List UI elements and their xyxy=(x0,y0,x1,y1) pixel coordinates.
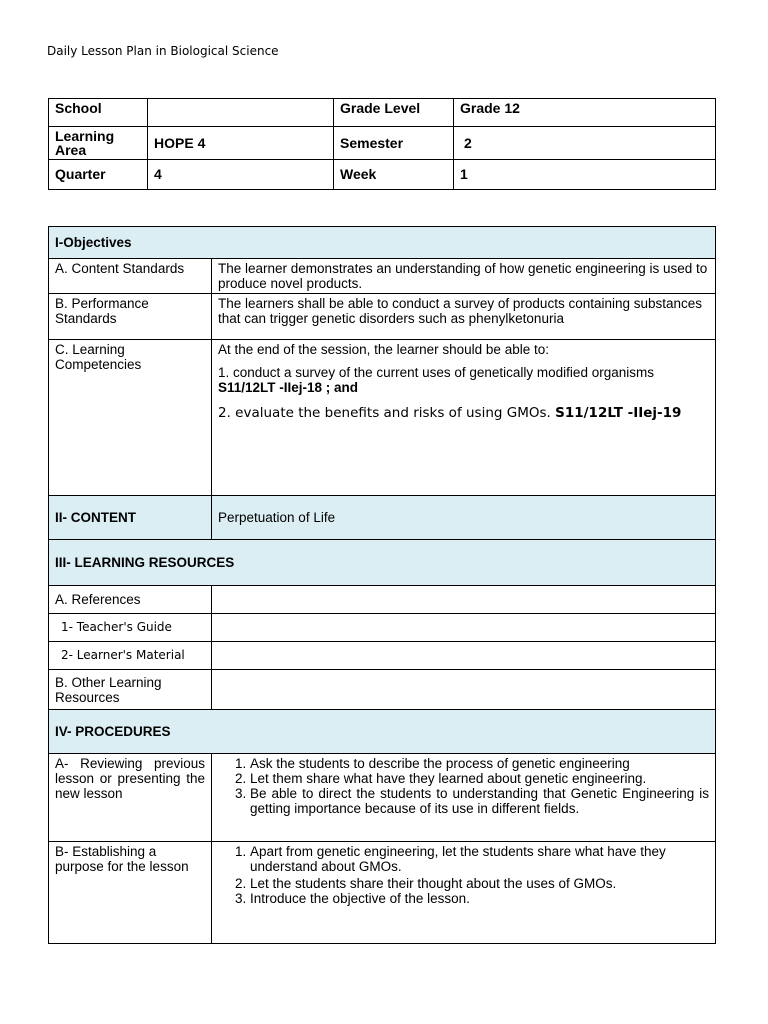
grade-level-label: Grade Level xyxy=(334,99,454,127)
list-item: 2. Let them share what have they learned about genetic engineering. xyxy=(250,771,709,786)
semester-value: 2 xyxy=(454,127,716,160)
list-item: 3. Be able to direct the students to understanding that Genetic Engineering is getting importance because of its use in different fields. xyxy=(250,786,709,816)
performance-standards-label: B. Performance Standards xyxy=(49,294,212,340)
lesson-info-table xyxy=(48,98,716,190)
semester-label: Semester xyxy=(334,127,454,160)
competencies-intro: At the end of the session, the learner should be able to: xyxy=(218,342,549,357)
purpose-cell xyxy=(212,842,716,944)
content-value: Perpetuation of Life xyxy=(212,496,716,540)
performance-standards-text: The learners shall be able to conduct a survey of products containing substances that can trigger genetic disorders such as phenylketonuria xyxy=(212,294,716,340)
quarter-label: Quarter xyxy=(49,160,148,190)
competency-1-code: S11/12LT -IIej-18 ; and xyxy=(218,380,359,395)
grade-level-value: Grade 12 xyxy=(454,99,716,127)
learning-area-value: HOPE 4 xyxy=(148,127,334,160)
reviewing-cell xyxy=(212,754,716,842)
other-resources-value xyxy=(212,670,716,710)
references-value xyxy=(212,586,716,614)
week-value: 1 xyxy=(454,160,716,190)
lesson-plan-table xyxy=(48,226,716,944)
purpose-list xyxy=(218,844,709,906)
competency-2 xyxy=(218,406,709,421)
learning-resources-heading: III- LEARNING RESOURCES xyxy=(49,540,716,586)
school-label: School xyxy=(49,99,148,127)
reviewing-list xyxy=(218,756,709,816)
purpose-label: B- Establishing a purpose for the lesson xyxy=(49,842,212,944)
learning-area-label: Learning Area xyxy=(49,127,148,160)
competency-2-code: S11/12LT -IIej-19 xyxy=(555,405,682,421)
document-title: Daily Lesson Plan in Biological Science xyxy=(47,44,279,58)
list-item: 1. Ask the students to describe the process of genetic engineering xyxy=(250,756,709,771)
list-item: 1. Apart from genetic engineering, let the students share what have they understand about GMOs. xyxy=(250,844,709,874)
content-heading: II- CONTENT xyxy=(49,496,212,540)
learners-material-label: 2- Learner's Material xyxy=(49,642,212,670)
reviewing-label: A- Reviewing previous lesson or presenting the new lesson xyxy=(49,754,212,842)
references-label: A. References xyxy=(49,586,212,614)
list-item: 2. Let the students share their thought about the uses of GMOs. xyxy=(250,876,709,891)
learners-material-value xyxy=(212,642,716,670)
week-label: Week xyxy=(334,160,454,190)
objectives-heading: I-Objectives xyxy=(49,227,716,259)
teachers-guide-label: 1- Teacher's Guide xyxy=(49,614,212,642)
learning-competencies-cell xyxy=(212,340,716,496)
list-item: 3. Introduce the objective of the lesson. xyxy=(250,891,709,906)
teachers-guide-value xyxy=(212,614,716,642)
quarter-value: 4 xyxy=(148,160,334,190)
school-value xyxy=(148,99,334,127)
content-standards-label: A. Content Standards xyxy=(49,259,212,294)
competency-1-text: 1. conduct a survey of the current uses of genetically modified organisms xyxy=(218,365,654,380)
learning-competencies-label: C. Learning Competencies xyxy=(49,340,212,496)
competency-2-text: 2. evaluate the benefits and risks of using GMOs. xyxy=(218,405,551,421)
content-standards-text: The learner demonstrates an understanding of how genetic engineering is used to produce novel products. xyxy=(212,259,716,294)
procedures-heading: IV- PROCEDURES xyxy=(49,710,716,754)
other-resources-label: B. Other Learning Resources xyxy=(49,670,212,710)
